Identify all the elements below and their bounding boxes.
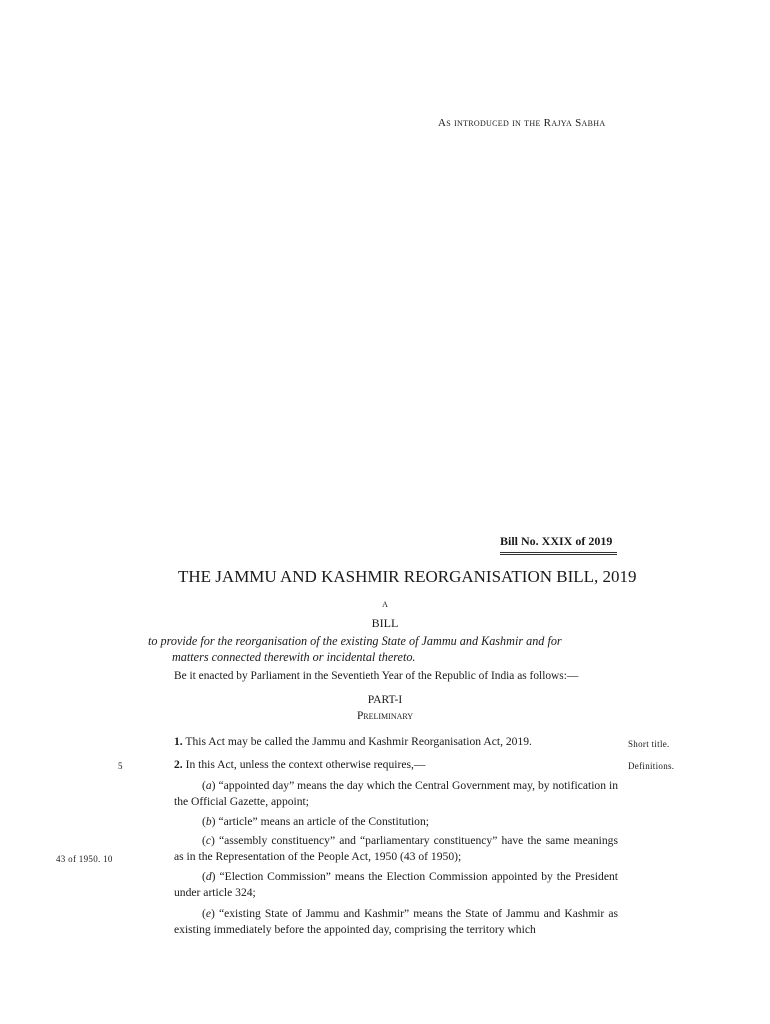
clause-d: (d) “Election Commission” means the Election Commission appointed by the President under article 324; xyxy=(174,870,618,899)
bill-word: BILL xyxy=(371,616,399,630)
clause-c-text: “assembly constituency” and “parliamentary constituency” have the same meanings as in the Representation of the People Act, 1950 (43 of 1950); xyxy=(174,834,618,863)
clause-c-label: c xyxy=(205,834,212,847)
section-1 xyxy=(174,734,532,750)
section-2-number: 2. xyxy=(174,758,183,771)
clause-b: (b) “article” means an article of the Constitution; xyxy=(202,815,429,828)
part-title: Preliminary xyxy=(356,710,414,722)
clause-d-label: d xyxy=(205,870,212,883)
clause-e: (e) “existing State of Jammu and Kashmir” means the State of Jammu and Kashmir as existing immediately before the appointed day, comprising the territory which xyxy=(174,907,618,936)
clause-a: (a) “appointed day” means the day which the Central Government may, by notification in the Official Gazette, appoint; xyxy=(174,779,618,808)
bill-number: Bill No. XXIX of 2019 xyxy=(500,534,617,555)
section-1-number: 1. xyxy=(174,735,183,748)
part-heading: PART-I xyxy=(367,693,403,706)
long-title-line-1: to provide for the reorganisation of the existing State of Jammu and Kashmir and for xyxy=(148,634,562,648)
bill-title: THE JAMMU AND KASHMIR REORGANISATION BILL, 2019 xyxy=(178,567,637,586)
section-2 xyxy=(174,757,425,773)
line-number-5: 5 xyxy=(118,761,123,771)
section-2-text: In this Act, unless the context otherwise requires,— xyxy=(182,758,426,771)
clause-b-text: “article” means an article of the Constitution; xyxy=(215,815,429,828)
clause-e-label: e xyxy=(205,907,212,920)
enacting-formula: Be it enacted by Parliament in the Seventieth Year of the Republic of India as follows:— xyxy=(174,670,579,682)
long-title xyxy=(148,633,618,665)
article-a: A xyxy=(382,600,388,609)
introduced-in-rajya-sabha: As introduced in the Rajya Sabha xyxy=(438,117,606,129)
section-1-text: This Act may be called the Jammu and Kashmir Reorganisation Act, 2019. xyxy=(182,735,532,748)
clause-b-label: b xyxy=(205,815,212,828)
clause-a-text: “appointed day” means the day which the Central Government may, by notification in the Official Gazette, appoint; xyxy=(174,779,618,808)
clause-a-label: a xyxy=(205,779,212,792)
margin-note-definitions: Definitions. xyxy=(628,761,675,771)
clause-c: (c) “assembly constituency” and “parliamentary constituency” have the same meanings as in the Representation of the People Act, 1950 (43 of 1950); xyxy=(174,834,618,863)
margin-note-short-title: Short title. xyxy=(628,739,670,749)
clause-d-text: “Election Commission” means the Election Commission appointed by the President under article 324; xyxy=(174,870,618,899)
clause-e-text: “existing State of Jammu and Kashmir” means the State of Jammu and Kashmir as existing immediately before the appointed day, comprising the territory which xyxy=(174,907,618,936)
margin-note-43-of-1950: 43 of 1950. 10 xyxy=(56,854,113,864)
long-title-line-2: matters connected therewith or incidental thereto. xyxy=(172,650,416,664)
